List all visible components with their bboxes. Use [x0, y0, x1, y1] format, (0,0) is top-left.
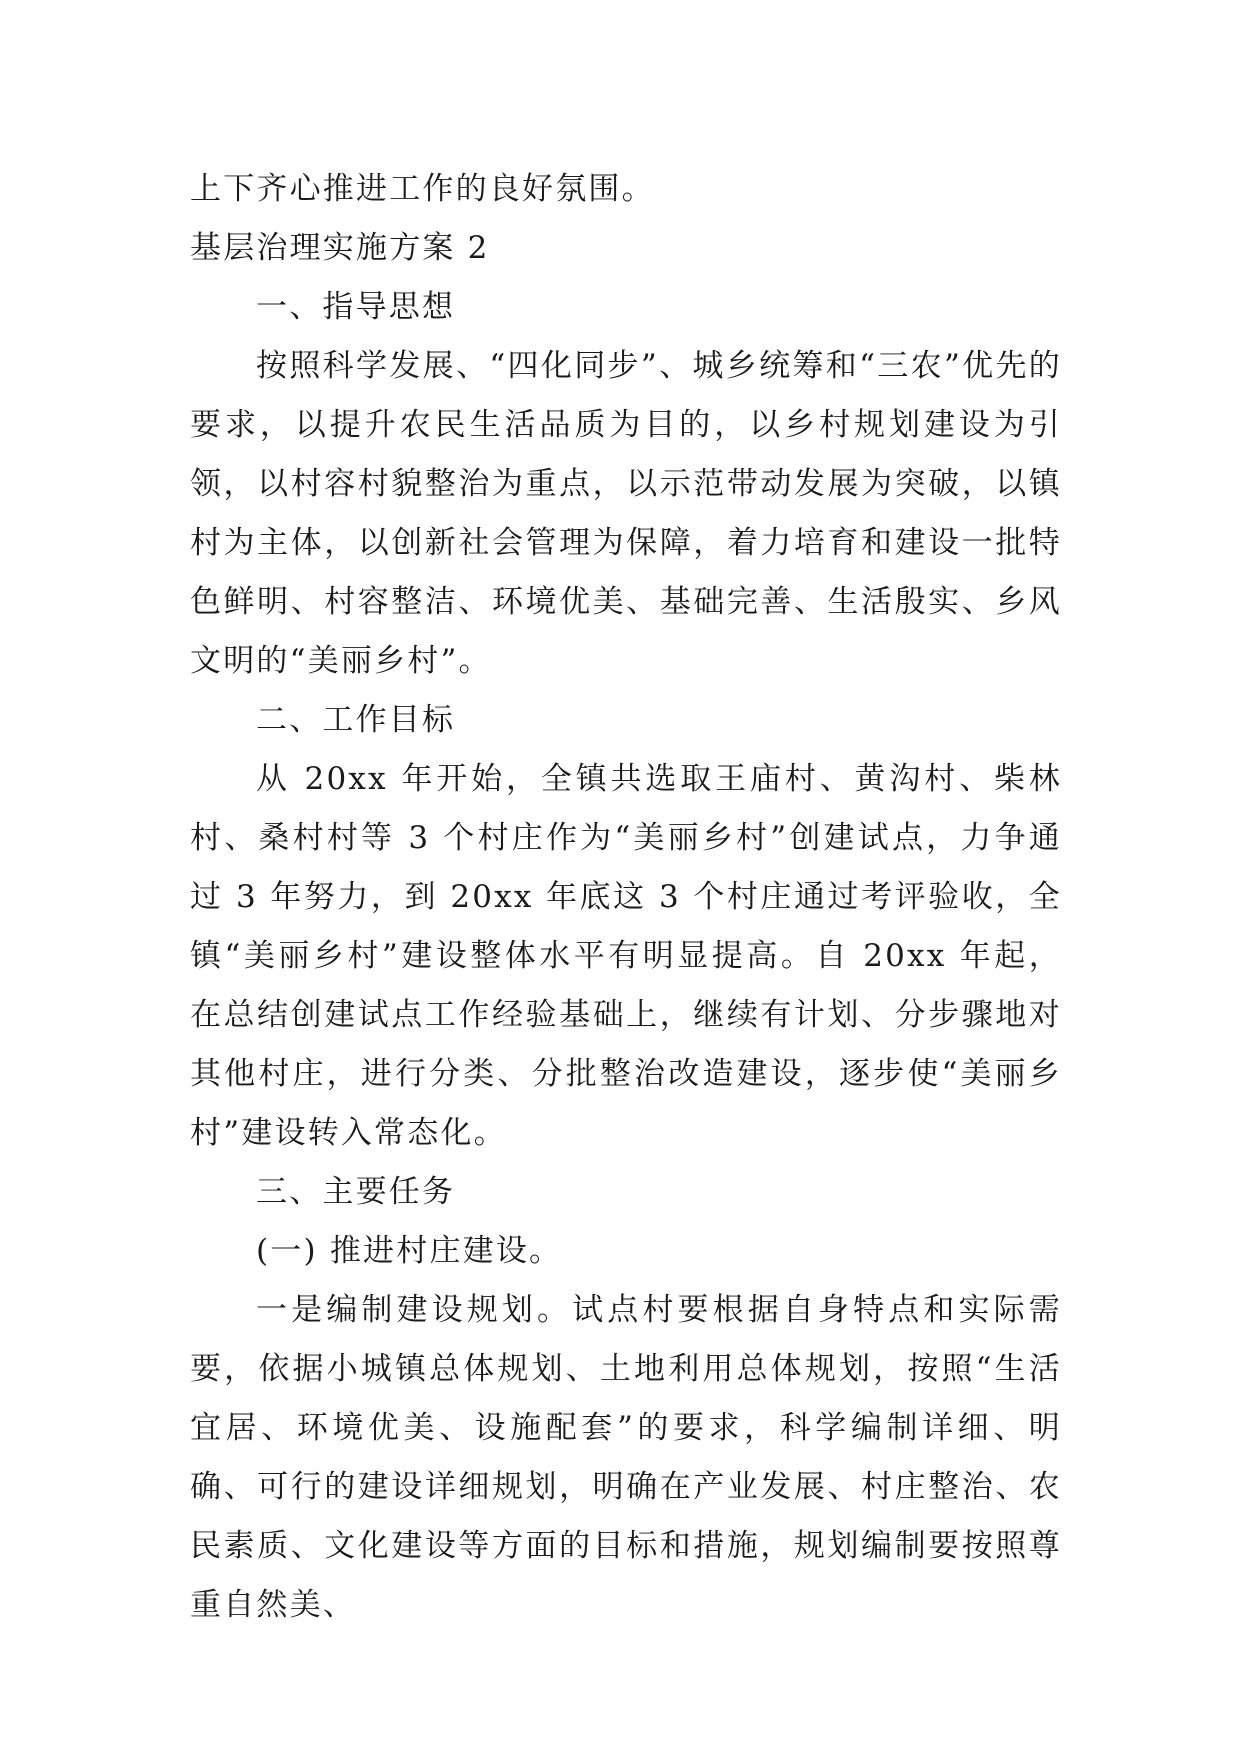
section-heading-guiding-ideology: 一、指导思想: [256, 289, 456, 325]
paragraph-guiding-ideology: 按照科学发展、“四化同步”、城乡统筹和“三农”优先的要求，以提升农民生活品质为目的，以乡村规划建设为引领，以村容村貌整治为重点，以示范带动发展为突破，以镇村为主体，以创新社会管理为保障，着力培育和建设一批特色鲜明、村容整洁、环境优美、基础完善、生活殷实、乡风文明的“美丽乡村”。: [190, 348, 1062, 679]
document-title: 基层治理实施方案 2: [190, 230, 490, 266]
section-heading-main-tasks: 三、主要任务: [256, 1174, 456, 1210]
section-heading-work-goals: 二、工作目标: [256, 702, 456, 738]
paragraph-work-goals: 从 20xx 年开始，全镇共选取王庙村、黄沟村、柴林村、桑村村等 3 个村庄作为“美丽乡村”创建试点，力争通过 3 年努力，到 20xx 年底这 3 个村庄通过考评验收，全镇“美丽乡村”建设整体水平有明显提高。自 20xx 年起，在总结创建试点工作经验基础上，继续有计划、分步骤地对其他村庄，进行分类、分批整治改造建设，逐步使“美丽乡村”建设转入常态化。: [190, 761, 1062, 1151]
document-body: [190, 160, 1062, 1635]
paragraph-planning: 一是编制建设规划。试点村要根据自身特点和实际需要，依据小城镇总体规划、土地利用总体规划，按照“生活宜居、环境优美、设施配套”的要求，科学编制详细、明确、可行的建设详细规划，明确在产业发展、村庄整治、农民素质、文化建设等方面的目标和措施，规划编制要按照尊重自然美、: [190, 1292, 1062, 1623]
subsection-heading-village-construction: (一) 推进村庄建设。: [256, 1233, 563, 1269]
paragraph-continuation: 上下齐心推进工作的良好氛围。: [190, 171, 655, 207]
